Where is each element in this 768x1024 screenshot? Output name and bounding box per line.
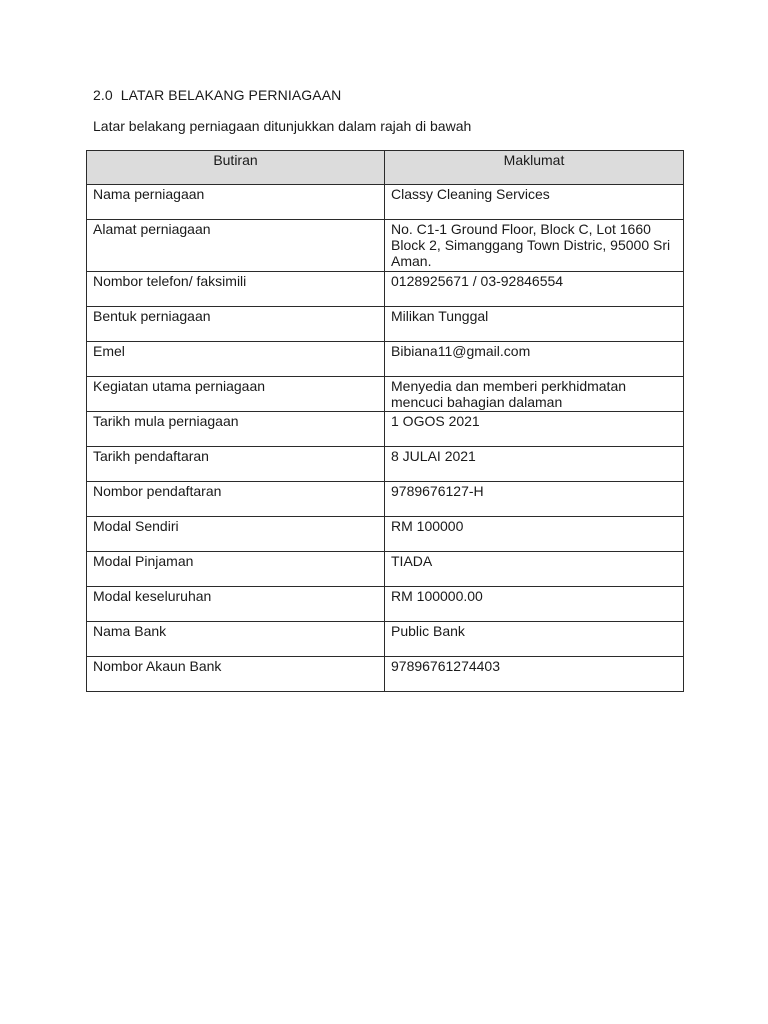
row-label: Alamat perniagaan [87, 220, 385, 272]
table-row [87, 657, 684, 692]
table-row [87, 482, 684, 517]
row-value: 97896761274403 [385, 657, 684, 692]
intro-text: Latar belakang perniagaan ditunjukkan dalam rajah di bawah [93, 118, 472, 134]
table-row [87, 307, 684, 342]
header-butiran: Butiran [87, 151, 385, 185]
row-value: TIADA [385, 552, 684, 587]
table-row [87, 517, 684, 552]
row-label: Modal Pinjaman [87, 552, 385, 587]
header-maklumat: Maklumat [385, 151, 684, 185]
row-value: RM 100000 [385, 517, 684, 552]
table-row [87, 552, 684, 587]
table-row [87, 185, 684, 220]
table-row [87, 412, 684, 447]
table-row [87, 220, 684, 272]
section-heading: 2.0 LATAR BELAKANG PERNIAGAAN [93, 87, 342, 103]
row-label: Nombor pendaftaran [87, 482, 385, 517]
table-row [87, 377, 684, 412]
row-value: No. C1-1 Ground Floor, Block C, Lot 1660 Block 2, Simanggang Town Distric, 95000 Sri Aman. [385, 220, 684, 272]
row-value: 9789676127-H [385, 482, 684, 517]
row-label: Modal Sendiri [87, 517, 385, 552]
row-label: Nombor Akaun Bank [87, 657, 385, 692]
table-row [87, 272, 684, 307]
row-label: Modal keseluruhan [87, 587, 385, 622]
row-label: Nama perniagaan [87, 185, 385, 220]
business-background-table [86, 150, 684, 692]
row-label: Nombor telefon/ faksimili [87, 272, 385, 307]
row-label: Nama Bank [87, 622, 385, 657]
table-row [87, 447, 684, 482]
row-label: Tarikh pendaftaran [87, 447, 385, 482]
table-row [87, 342, 684, 377]
row-value: RM 100000.00 [385, 587, 684, 622]
row-label: Tarikh mula perniagaan [87, 412, 385, 447]
row-value: 0128925671 / 03-92846554 [385, 272, 684, 307]
row-label: Kegiatan utama perniagaan [87, 377, 385, 412]
row-value: 1 OGOS 2021 [385, 412, 684, 447]
table-row [87, 622, 684, 657]
row-value: 8 JULAI 2021 [385, 447, 684, 482]
row-label: Bentuk perniagaan [87, 307, 385, 342]
row-value: Menyedia dan memberi perkhidmatan mencuci bahagian dalaman [385, 377, 684, 412]
row-label: Emel [87, 342, 385, 377]
table-row [87, 587, 684, 622]
row-value: Bibiana11@gmail.com [385, 342, 684, 377]
table-header-row [87, 151, 684, 185]
row-value: Classy Cleaning Services [385, 185, 684, 220]
row-value: Milikan Tunggal [385, 307, 684, 342]
row-value: Public Bank [385, 622, 684, 657]
